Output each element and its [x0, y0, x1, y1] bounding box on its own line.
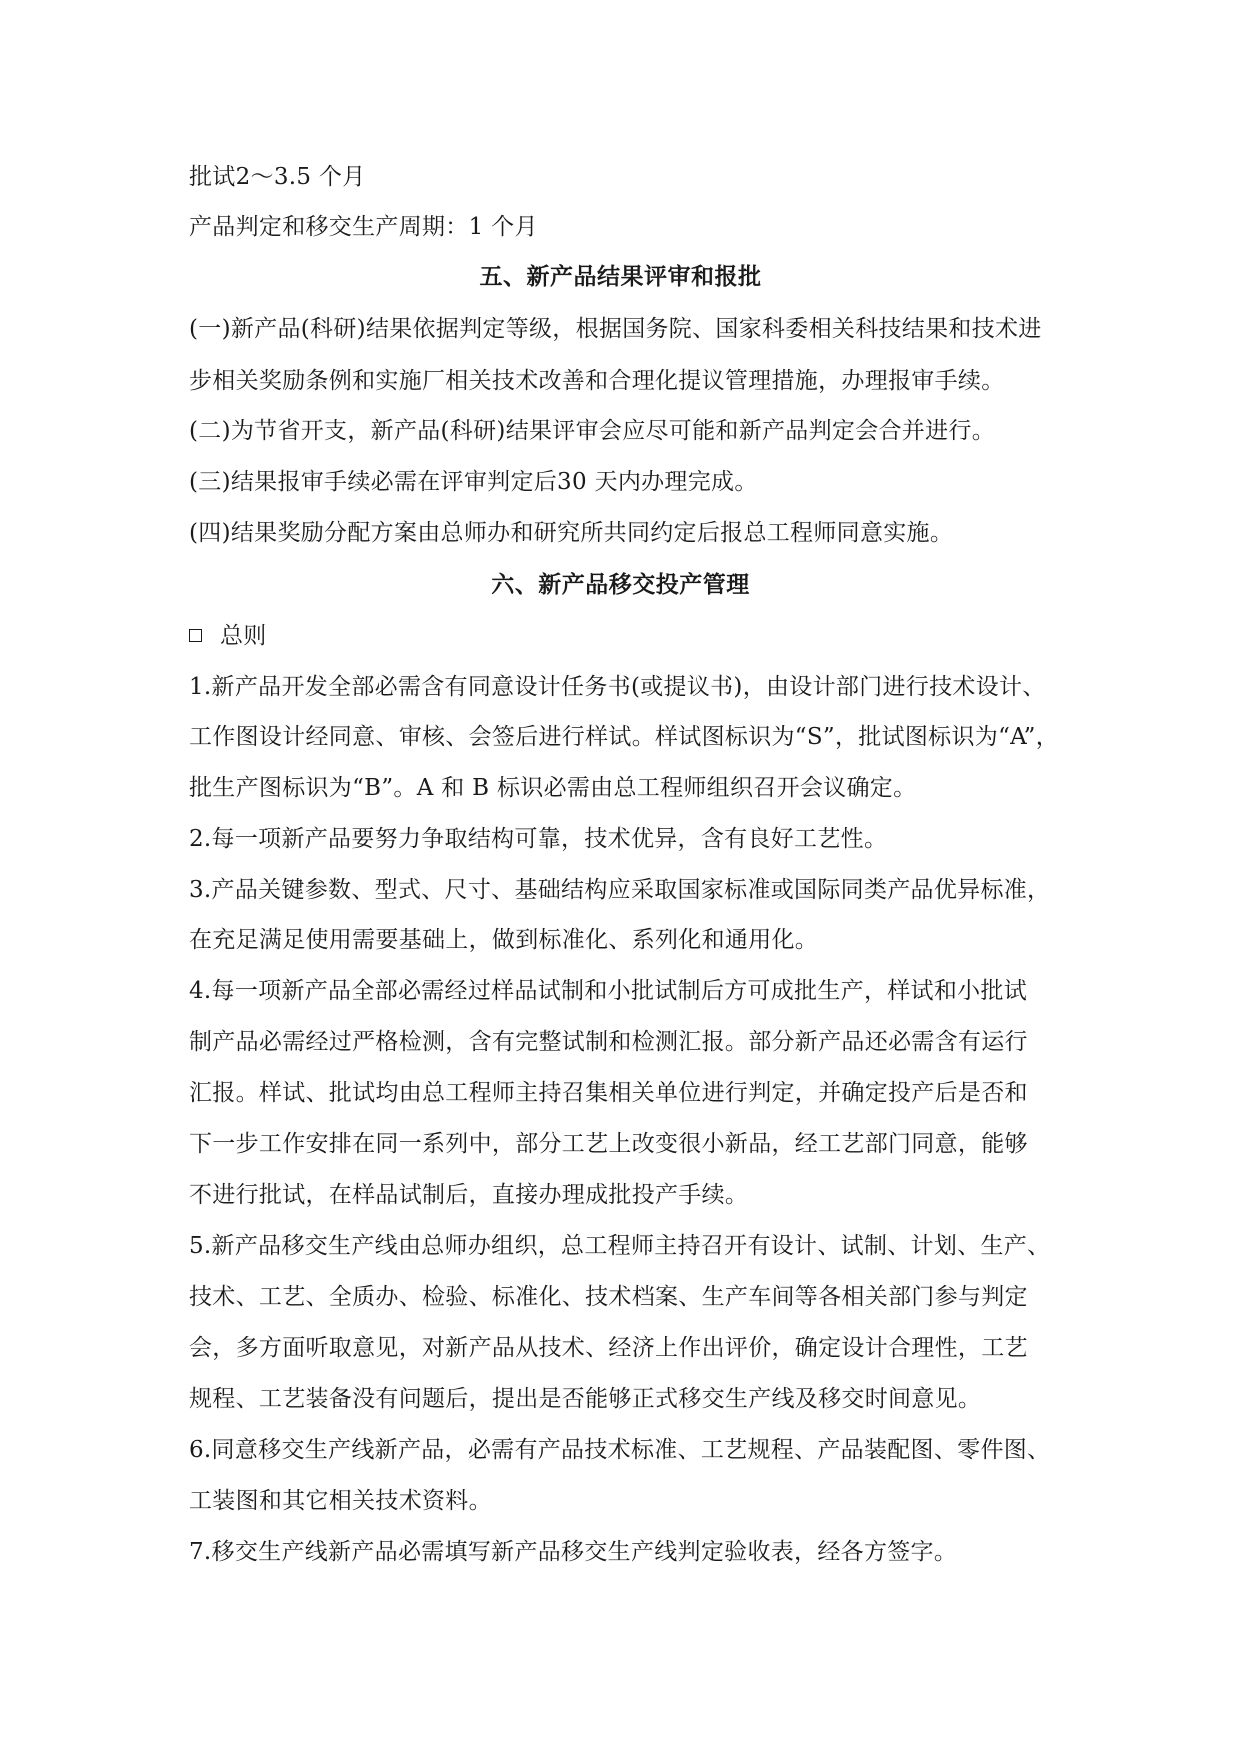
text-line: 1.新产品开发全部必需含有同意设计任务书(或提议书)，由设计部门进行技术设计、 [189, 674, 1046, 700]
text-line: 产品判定和移交生产周期：1 个月 [189, 214, 538, 240]
general-rules-label [189, 621, 267, 651]
general-rules-text: 总则 [220, 623, 267, 649]
text-line: 汇报。样试、批试均由总工程师主持召集相关单位进行判定，并确定投产后是否和 [189, 1080, 1028, 1106]
text-line: (二)为节省开支，新产品(科研)结果评审会应尽可能和新产品判定会合并进行。 [189, 418, 995, 444]
text-line: 工作图设计经同意、审核、会签后进行样试。样试图标识为“S”，批试图标识为“A”， [189, 724, 1060, 750]
text-line: 工装图和其它相关技术资料。 [189, 1488, 492, 1514]
text-line: 技术、工艺、全质办、检验、标准化、技术档案、生产车间等各相关部门参与判定 [189, 1284, 1028, 1310]
text-line: 在充足满足使用需要基础上，做到标准化、系列化和通用化。 [189, 927, 819, 953]
section-heading-5: 五、新产品结果评审和报批 [479, 264, 762, 290]
text-line: (四)结果奖励分配方案由总师办和研究所共同约定后报总工程师同意实施。 [189, 520, 954, 546]
text-line: 7.移交生产线新产品必需填写新产品移交生产线判定验收表，经各方签字。 [189, 1539, 958, 1565]
text-line: 制产品必需经过严格检测，含有完整试制和检测汇报。部分新产品还必需含有运行 [189, 1029, 1028, 1055]
text-line: 步相关奖励条例和实施厂相关技术改善和合理化提议管理措施，办理报审手续。 [189, 368, 1005, 394]
text-line: 2.每一项新产品要努力争取结构可靠，技术优异，含有良好工艺性。 [189, 826, 888, 852]
text-line: 6.同意移交生产线新产品，必需有产品技术标准、工艺规程、产品装配图、零件图、 [189, 1437, 1051, 1463]
text-line: 规程、工艺装备没有问题后，提出是否能够正式移交生产线及移交时间意见。 [189, 1386, 982, 1412]
text-line: 会，多方面听取意见，对新产品从技术、经济上作出评价，确定设计合理性，工艺 [189, 1335, 1028, 1361]
checkbox-bullet-icon [189, 629, 202, 642]
text-line: 批生产图标识为“B”。A 和 B 标识必需由总工程师组织召开会议确定。 [189, 775, 917, 801]
text-line: 4.每一项新产品全部必需经过样品试制和小批试制后方可成批生产，样试和小批试 [189, 978, 1028, 1004]
text-line: 3.产品关键参数、型式、尺寸、基础结构应采取国家标准或国际同类产品优异标准， [189, 877, 1051, 903]
text-line: 不进行批试，在样品试制后，直接办理成批投产手续。 [189, 1182, 749, 1208]
section-heading-6: 六、新产品移交投产管理 [491, 572, 750, 598]
text-line: 下一步工作安排在同一系列中，部分工艺上改变很小新品，经工艺部门同意，能够 [189, 1131, 1028, 1157]
text-line: 批试2～3.5 个月 [189, 164, 366, 190]
text-line: (一)新产品(科研)结果依据判定等级，根据国务院、国家科委相关科技结果和技术进 [189, 316, 1042, 342]
text-line: 5.新产品移交生产线由总师办组织，总工程师主持召开有设计、试制、计划、生产、 [189, 1233, 1051, 1259]
text-line: (三)结果报审手续必需在评审判定后30 天内办理完成。 [189, 469, 758, 495]
